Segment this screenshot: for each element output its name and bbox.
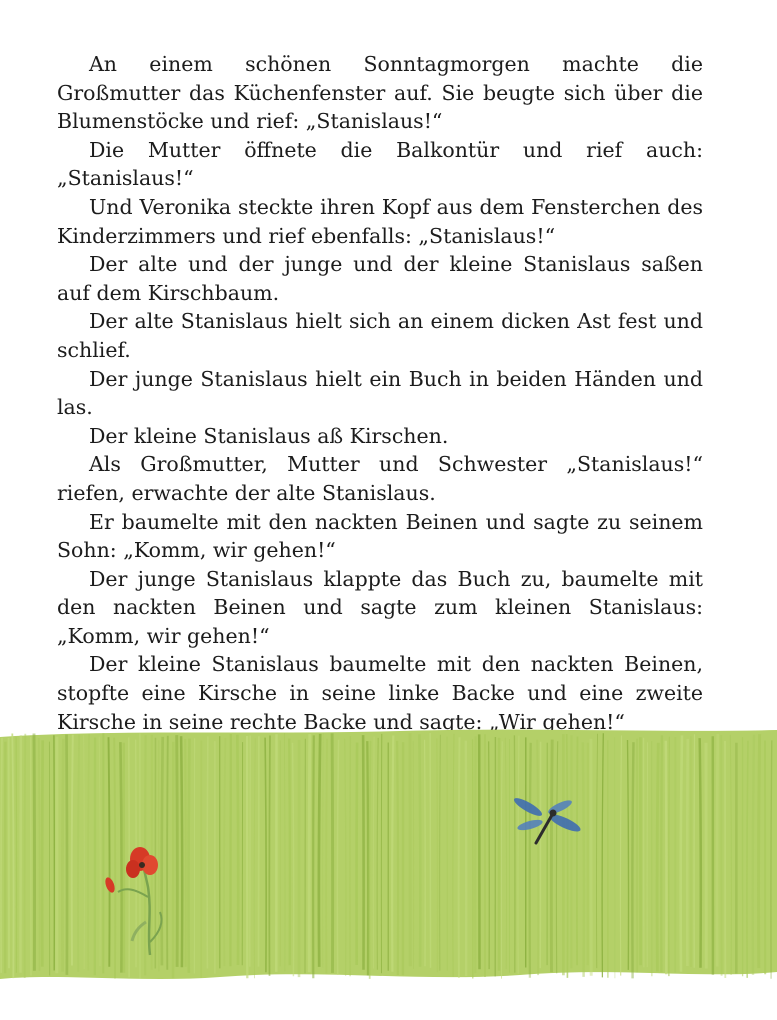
grass-blade	[551, 740, 552, 973]
paragraph: Und Veronika steckte ihren Kopf aus dem Fensterchen des Kinderzimmers und rief ebenfalls: „Stanislaus!“	[57, 194, 703, 248]
grass-blade	[687, 739, 688, 966]
grass-blade	[309, 734, 310, 972]
grass-blade	[567, 734, 568, 978]
paragraph: Der junge Stanislaus hielt ein Buch in beiden Händen und las.	[57, 366, 703, 420]
grass-blade	[189, 739, 190, 973]
grass-blade	[632, 742, 633, 978]
grass-blade	[489, 741, 490, 969]
grass-blade	[185, 739, 186, 967]
story-text	[57, 50, 703, 736]
grass-blade	[162, 737, 163, 966]
grass-blade	[167, 736, 168, 970]
paragraph: An einem schönen Sonntagmorgen machte die Großmutter das Küchenfenster auf. Sie beugte sich über die Blumenstöcke und rief: „Stanislaus!“	[57, 52, 703, 134]
grass-blade	[392, 736, 393, 972]
grass-blade	[425, 740, 426, 967]
grass-blade	[357, 743, 358, 966]
grass-blade	[177, 735, 178, 967]
grass-blade	[363, 735, 364, 970]
paragraph: Der junge Stanislaus klappte das Buch zu, baumelte mit den nackten Beinen und sagte zum kleinen Stanislaus: „Komm, wir gehen!“	[57, 566, 703, 648]
grass-blade	[437, 739, 438, 973]
grass-blade	[759, 734, 760, 968]
grass-blade	[669, 737, 670, 976]
grass-blade	[537, 740, 538, 975]
grass-blade	[530, 743, 531, 978]
paragraph: Der alte und der junge und der kleine Stanislaus saßen auf dem Kirschbaum.	[57, 252, 703, 305]
grass-blade	[34, 734, 35, 971]
grass-blade	[181, 736, 182, 967]
grass-blade	[269, 736, 270, 976]
grass-blade	[42, 740, 43, 966]
grass-blade	[114, 738, 115, 979]
grass-blade	[1, 738, 2, 973]
grass-blade	[367, 741, 368, 975]
grass-blade	[72, 735, 73, 966]
grass-blade	[753, 735, 754, 975]
grass-blade	[459, 737, 460, 978]
paragraph: Die Mutter öffnete die Balkontür und rief auch: „Stanislaus!“	[57, 137, 703, 191]
grass-blade	[62, 739, 63, 972]
grass-blade	[397, 741, 398, 975]
grass-blade	[332, 733, 333, 973]
grass-blade	[577, 737, 578, 966]
grass-blade	[700, 738, 701, 968]
grass-blade	[207, 736, 208, 968]
grass-blade	[369, 741, 370, 979]
grass-blade	[289, 739, 290, 966]
grass-blade	[120, 742, 121, 973]
grass-blade	[681, 735, 682, 971]
grass-blade	[25, 734, 26, 978]
grass-blade	[583, 742, 584, 977]
grass-blade	[109, 737, 110, 967]
grass-blade	[39, 738, 40, 971]
paragraph: Der kleine Stanislaus aß Kirschen.	[89, 423, 449, 448]
grass-blade	[129, 737, 130, 977]
grass-blade	[661, 735, 662, 972]
grass-blade	[67, 735, 68, 975]
grass-blade	[237, 735, 238, 965]
grass-blade	[319, 734, 320, 967]
grass-blade	[313, 735, 314, 978]
paragraph: Er baumelte mit den nackten Beinen und sagte zu seinem Sohn: „Komm, wir gehen!“	[57, 509, 703, 563]
paragraph: Als Großmutter, Mutter und Schwester „Stanislaus!“ riefen, erwachte der alte Stanislaus.	[57, 452, 703, 505]
paragraph: Der kleine Stanislaus baumelte mit den nackten Beinen, stopfte eine Kirsche in seine linke Backe und eine zweite Kirsche in seine rechte Backe und sagte: „Wir gehen!“	[57, 652, 703, 734]
grass-blade	[717, 734, 718, 967]
grass-blade	[514, 735, 515, 972]
grass-blade	[657, 743, 658, 972]
grass-blade	[326, 739, 327, 974]
grass-blade	[88, 734, 89, 971]
grass-meadow-illustration	[0, 727, 777, 1020]
grass-blade	[419, 734, 420, 966]
grass-blade	[666, 741, 667, 975]
paragraph: Der alte Stanislaus hielt sich an einem dicken Ast fest und schlief.	[57, 309, 703, 362]
